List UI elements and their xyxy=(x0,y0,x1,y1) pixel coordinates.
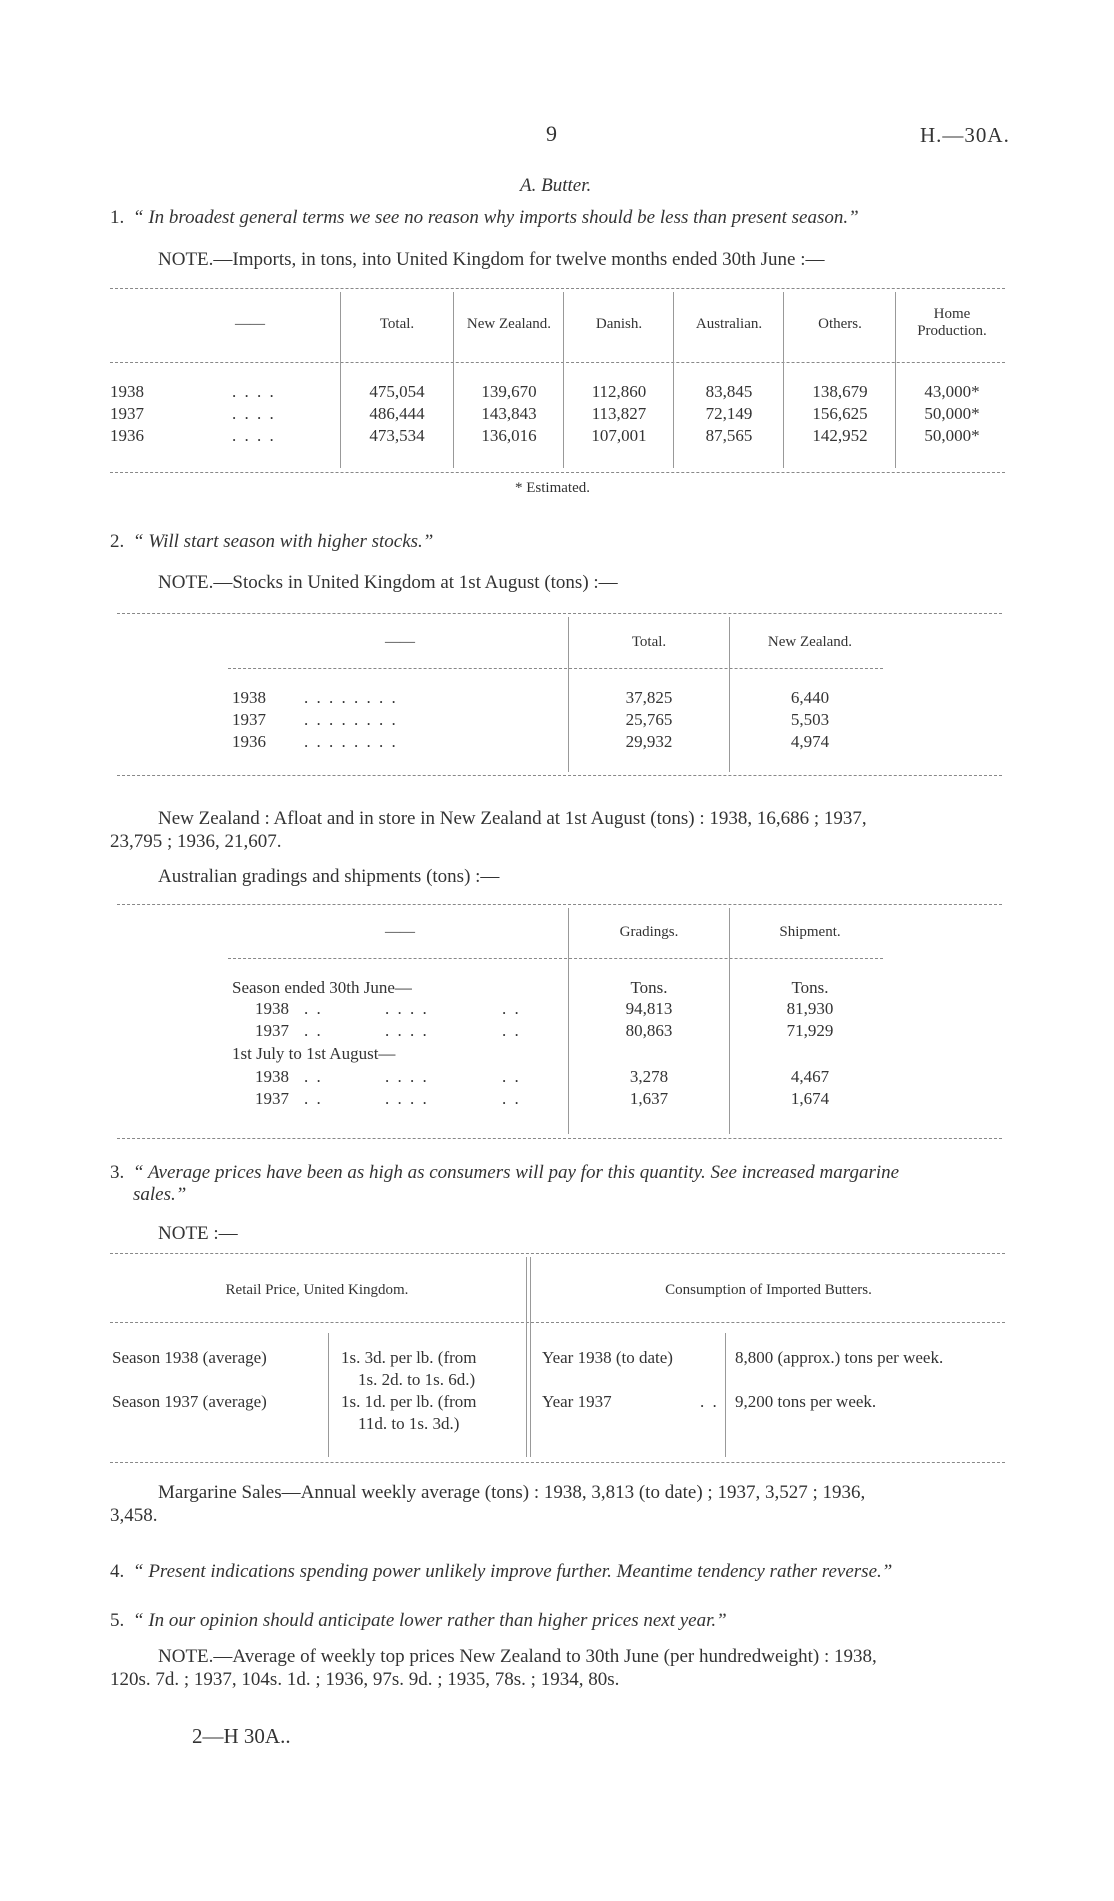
dot-leader: . . . . xyxy=(232,382,276,401)
page-number: 9 xyxy=(546,121,557,146)
dot-leader: . . . . . . . . xyxy=(304,732,398,751)
column-header: New Zealand. xyxy=(767,634,853,650)
column-header: —— xyxy=(385,634,415,650)
table-cell: 1s. 2d. to 1s. 6d.) xyxy=(358,1370,476,1389)
table-cell: 94,813 xyxy=(625,999,673,1018)
table-rule xyxy=(110,288,1005,289)
item-number: 1. xyxy=(110,207,125,228)
table-cell: 1,674 xyxy=(790,1089,830,1108)
table-cell: 81,930 xyxy=(786,999,834,1018)
dot-leader: . . xyxy=(502,999,521,1018)
table-cell: 50,000* xyxy=(924,404,980,423)
section-title: A. Butter. xyxy=(520,175,592,196)
dot-leader: . . . . xyxy=(232,404,276,423)
dot-leader: . . xyxy=(304,999,323,1018)
table-cell: 5,503 xyxy=(790,710,830,729)
nz-afloat-para: New Zealand : Afloat and in store in New Zealand at 1st August (tons) : 1938, 16,686 ; 1937, xyxy=(158,808,867,829)
dot-leader: . . xyxy=(502,1067,521,1086)
dot-leader: . . xyxy=(502,1021,521,1040)
column-header: Total. xyxy=(631,634,667,650)
unit-label: Tons. xyxy=(791,978,829,997)
table-cell: 6,440 xyxy=(790,688,830,707)
table-row-year: 1938 xyxy=(255,1067,289,1086)
table-row-year: 1936 xyxy=(110,426,144,445)
row-label: Season 1937 (average) xyxy=(112,1392,267,1411)
table-rule xyxy=(110,362,1005,363)
dot-leader: . . xyxy=(304,1089,323,1108)
column-header: Home xyxy=(933,306,971,322)
column-header: Gradings. xyxy=(619,924,679,940)
table-cell: 50,000* xyxy=(924,426,980,445)
table-cell: 113,827 xyxy=(591,404,647,423)
column-header: Consumption of Imported Butters. xyxy=(665,1282,872,1298)
table-cell: 87,565 xyxy=(705,426,753,445)
footnote: * Estimated. xyxy=(515,480,590,496)
table-row-year: 1937 xyxy=(255,1089,289,1108)
table-cell: 80,863 xyxy=(625,1021,673,1040)
table-row-year: 1937 xyxy=(232,710,266,729)
unit-label: Tons. xyxy=(630,978,668,997)
table-cell: 139,670 xyxy=(481,382,537,401)
table-row-year: 1937 xyxy=(110,404,144,423)
dot-leader: . . xyxy=(304,1067,323,1086)
dot-leader: . . . . xyxy=(385,1089,429,1108)
table-rule xyxy=(110,472,1005,473)
table-cell: 473,534 xyxy=(369,426,425,445)
table-cell: 143,843 xyxy=(481,404,537,423)
column-header: Shipment. xyxy=(779,924,841,940)
table-cell: 9,200 tons per week. xyxy=(735,1392,877,1411)
margarine-para: Margarine Sales—Annual weekly average (tons) : 1938, 3,813 (to date) ; 1937, 3,527 ; 1936, xyxy=(158,1482,866,1503)
table-cell: 142,952 xyxy=(812,426,868,445)
table-cell: 37,825 xyxy=(625,688,673,707)
report-code: H.—30A. xyxy=(920,123,1010,147)
table-cell: 475,054 xyxy=(369,382,425,401)
item-number: 3. xyxy=(110,1162,125,1183)
nz-afloat-para-cont: 23,795 ; 1936, 21,607. xyxy=(110,831,282,852)
note5-para-cont: 120s. 7d. ; 1937, 104s. 1d. ; 1936, 97s. 9d. ; 1935, 78s. ; 1934, 80s. xyxy=(110,1669,620,1690)
table-cell: 112,860 xyxy=(591,382,647,401)
column-header: Danish. xyxy=(595,316,643,332)
row-label: Season 1938 (average) xyxy=(112,1348,267,1367)
table-row-year: 1938 xyxy=(110,382,144,401)
dot-leader: . . xyxy=(700,1392,719,1411)
table2-note: NOTE.—Stocks in United Kingdom at 1st August (tons) :— xyxy=(158,572,618,593)
table4-note: NOTE :— xyxy=(158,1223,238,1244)
dot-leader: . . xyxy=(502,1089,521,1108)
item-number: 5. xyxy=(110,1610,125,1631)
table-cell: 486,444 xyxy=(369,404,425,423)
column-header: —— xyxy=(385,924,415,940)
table-cell: Year 1937 xyxy=(542,1392,612,1411)
table-cell: 4,974 xyxy=(790,732,830,751)
dot-leader: . . . . xyxy=(232,426,276,445)
column-header: Retail Price, United Kingdom. xyxy=(225,1282,409,1298)
item-number: 2. xyxy=(110,531,125,552)
item-quote: “ In our opinion should anticipate lower rather than higher prices next year.” xyxy=(133,1610,727,1631)
table-row-year: 1936 xyxy=(232,732,266,751)
column-header: Production. xyxy=(917,323,987,339)
row-group-label: Season ended 30th June— xyxy=(232,978,412,997)
dot-leader: . . . . . . . . xyxy=(304,710,398,729)
table-cell: 83,845 xyxy=(705,382,753,401)
table-cell: 1s. 1d. per lb. (from xyxy=(341,1392,477,1411)
table-cell: 107,001 xyxy=(591,426,647,445)
table-cell: 138,679 xyxy=(812,382,868,401)
column-header: Australian. xyxy=(695,316,763,332)
item-quote: “ In broadest general terms we see no reason why imports should be less than present season.” xyxy=(133,207,859,228)
table-cell: 43,000* xyxy=(924,382,980,401)
table-cell: 136,016 xyxy=(481,426,537,445)
table-cell: 4,467 xyxy=(790,1067,830,1086)
item-quote: “ Present indications spending power unlikely improve further. Meantime tendency rather reverse.” xyxy=(133,1561,893,1582)
aus-intro: Australian gradings and shipments (tons) :— xyxy=(158,866,500,887)
table-row-year: 1938 xyxy=(255,999,289,1018)
item-quote: “ Will start season with higher stocks.” xyxy=(133,531,434,552)
column-header: Total. xyxy=(379,316,415,332)
table-row-year: 1937 xyxy=(255,1021,289,1040)
table-row-year: 1938 xyxy=(232,688,266,707)
table-cell: 29,932 xyxy=(625,732,673,751)
column-header: —— xyxy=(235,316,265,332)
column-header: Others. xyxy=(818,316,862,332)
row-group-label: 1st July to 1st August— xyxy=(232,1044,396,1063)
table-cell: Year 1938 (to date) xyxy=(542,1348,673,1367)
table-cell: 3,278 xyxy=(629,1067,669,1086)
table-cell: 25,765 xyxy=(625,710,673,729)
table-cell: 71,929 xyxy=(786,1021,834,1040)
dot-leader: . . . . xyxy=(385,999,429,1018)
dot-leader: . . . . xyxy=(385,1067,429,1086)
table-cell: 1,637 xyxy=(629,1089,669,1108)
item-quote: “ Average prices have been as high as consumers will pay for this quantity. See increased margarine xyxy=(133,1162,900,1183)
table-cell: 1s. 3d. per lb. (from xyxy=(341,1348,477,1367)
table-cell: 72,149 xyxy=(705,404,753,423)
dot-leader: . . . . . . . . xyxy=(304,688,398,707)
note5-para: NOTE.—Average of weekly top prices New Zealand to 30th June (per hundredweight) : 1938, xyxy=(158,1646,877,1667)
table-cell: 156,625 xyxy=(812,404,868,423)
item-quote-cont: sales.” xyxy=(133,1184,187,1205)
table-cell: 8,800 (approx.) tons per week. xyxy=(735,1348,944,1367)
column-header: New Zealand. xyxy=(466,316,552,332)
margarine-para-cont: 3,458. xyxy=(110,1505,158,1526)
dot-leader: . . . . xyxy=(385,1021,429,1040)
dot-leader: . . xyxy=(304,1021,323,1040)
table-cell: 11d. to 1s. 3d.) xyxy=(358,1414,460,1433)
sheet-mark: 2—H 30A.. xyxy=(192,1724,291,1748)
item-number: 4. xyxy=(110,1561,125,1582)
table1-note: NOTE.—Imports, in tons, into United Kingdom for twelve months ended 30th June :— xyxy=(158,249,825,270)
